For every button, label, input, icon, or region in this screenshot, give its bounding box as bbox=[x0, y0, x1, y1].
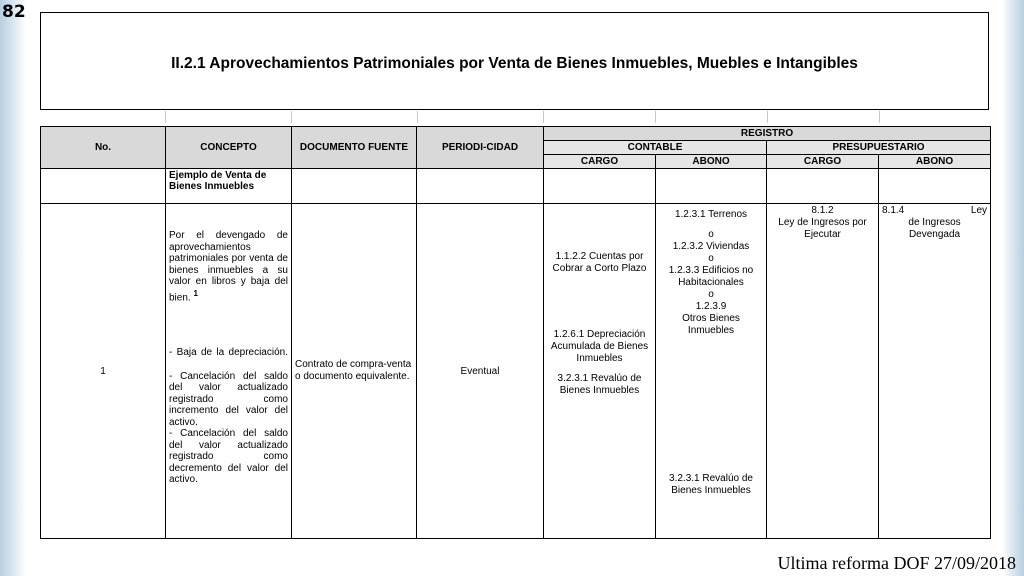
concepto-cell bbox=[166, 204, 292, 539]
abono-otros-code: 1.2.3.9 bbox=[695, 301, 727, 312]
concepto-baja-depreciacion: - Baja de la depreciación. bbox=[169, 347, 288, 359]
grid-line bbox=[165, 111, 166, 123]
example-empty-cell bbox=[656, 169, 767, 204]
abono-terrenos: 1.2.3.1 Terrenos bbox=[674, 209, 748, 220]
documento-fuente-cell: Contrato de compra-venta o documento equivalente. bbox=[292, 204, 417, 539]
header-abono-presupuestario: ABONO bbox=[879, 155, 991, 169]
abono-presupuestario-name: de Ingresos Devengada bbox=[908, 217, 961, 240]
cargo-cuentas-por-cobrar: 1.1.2.2 Cuentas por Cobrar a Corto Plazo bbox=[552, 251, 647, 274]
abono-or-2: o bbox=[708, 253, 714, 264]
abono-contable-cell bbox=[656, 204, 767, 539]
abono-or-3: o bbox=[708, 289, 714, 300]
example-label: Ejemplo de Venta de Bienes Inmuebles bbox=[166, 169, 292, 204]
header-registro: REGISTRO bbox=[544, 127, 991, 141]
example-empty-cell bbox=[544, 169, 656, 204]
grid-line bbox=[655, 111, 656, 123]
concepto-devengado: Por el devengado de aprovechamientos patrimoniales por venta de bienes inmuebles a su valor en libros y baja del bien. $^1$ bbox=[169, 230, 288, 303]
grid-line bbox=[767, 111, 768, 123]
header-abono-contable: ABONO bbox=[656, 155, 767, 169]
abono-presupuestario-word: Ley bbox=[970, 205, 988, 216]
grid-line bbox=[291, 111, 292, 123]
concepto-cancelacion-incremento: - Cancelación del saldo del valor actualizado registrado como incremento del valor del activo. bbox=[169, 370, 288, 428]
concepto-cancelacion-decremento: - Cancelación del saldo del valor actualizado registrado como decremento del valor del activo. bbox=[169, 428, 288, 486]
footnote-marker: 1 bbox=[193, 288, 198, 298]
header-contable: CONTABLE bbox=[544, 141, 767, 155]
example-no-cell bbox=[41, 169, 166, 204]
footer-reform-date: Ultima reforma DOF 27/09/2018 bbox=[777, 553, 1016, 573]
abono-presupuestario-header bbox=[882, 205, 987, 217]
example-empty-cell bbox=[767, 169, 879, 204]
abono-presupuestario-code: 8.1.4 bbox=[882, 205, 905, 216]
cargo-presupuestario-cell bbox=[767, 204, 879, 539]
abono-otros-name: Otros Bienes Inmuebles bbox=[682, 313, 740, 336]
header-documento-fuente: DOCUMENTO FUENTE bbox=[292, 127, 417, 169]
abono-viviendas: 1.2.3.2 Viviendas bbox=[672, 241, 750, 252]
header-cargo-presupuestario: CARGO bbox=[767, 155, 879, 169]
abono-presupuestario-cell bbox=[879, 204, 991, 539]
abono-revaluo: 3.2.3.1 Revalúo de Bienes Inmuebles bbox=[669, 473, 753, 496]
grid-line bbox=[543, 111, 544, 123]
right-edge-decoration bbox=[1002, 0, 1024, 576]
cargo-contable-cell bbox=[544, 204, 656, 539]
abono-edificios: 1.2.3.3 Edificios no Habitacionales bbox=[668, 265, 754, 288]
cargo-depreciacion: 1.2.6.1 Depreciación Acumulada de Bienes Inmuebles bbox=[550, 329, 649, 364]
page-number: 82 bbox=[2, 2, 26, 22]
header-periodicidad: PERIODI-CIDAD bbox=[417, 127, 544, 169]
header-concepto: CONCEPTO bbox=[166, 127, 292, 169]
header-cargo-contable: CARGO bbox=[544, 155, 656, 169]
example-empty-cell bbox=[879, 169, 991, 204]
cargo-presupuestario-name: Ley de Ingresos por Ejecutar bbox=[778, 217, 867, 240]
example-empty-cell bbox=[417, 169, 544, 204]
left-edge-decoration bbox=[0, 0, 26, 576]
grid-line bbox=[879, 111, 880, 123]
row-number: 1 bbox=[41, 204, 166, 539]
cargo-presupuestario-code: 8.1.2 bbox=[811, 205, 834, 216]
header-presupuestario: PRESUPUESTARIO bbox=[767, 141, 991, 155]
cargo-revaluo: 3.2.3.1 Revalúo de Bienes Inmuebles bbox=[557, 373, 642, 396]
example-empty-cell bbox=[292, 169, 417, 204]
accounting-table bbox=[40, 126, 991, 539]
periodicidad-cell: Eventual bbox=[417, 204, 544, 539]
page-title: II.2.1 Aprovechamientos Patrimoniales por Venta de Bienes Inmuebles, Muebles e Intangibles bbox=[171, 55, 858, 72]
title-box bbox=[40, 12, 989, 110]
abono-or-1: o bbox=[708, 229, 714, 240]
grid-line bbox=[417, 111, 418, 123]
header-no: No. bbox=[41, 127, 166, 169]
